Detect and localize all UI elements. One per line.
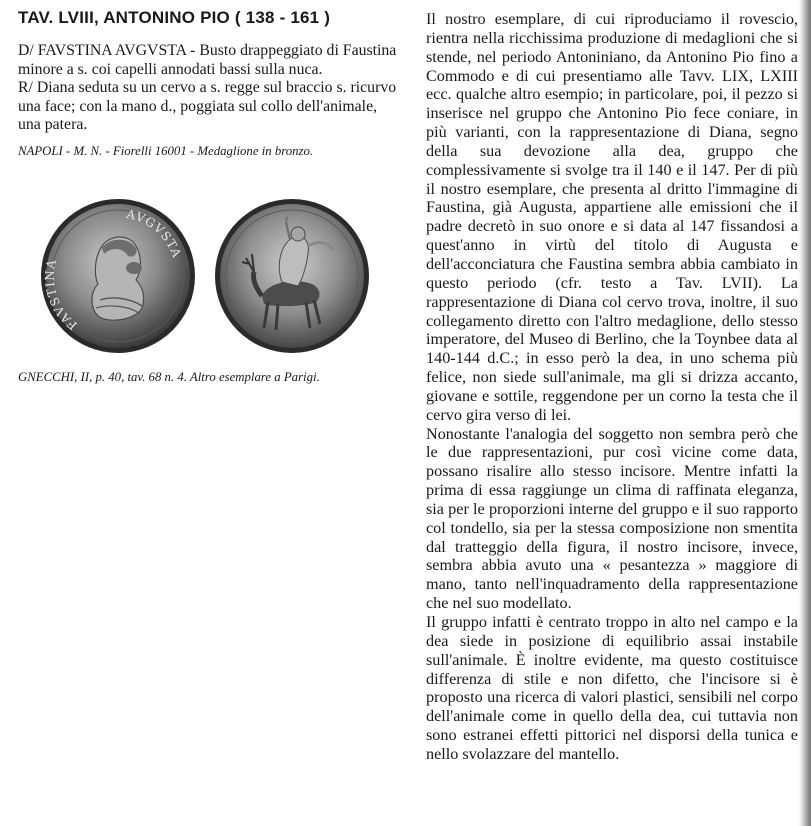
plate-title: TAV. LVIII, ANTONINO PIO ( 138 - 161 ) (18, 8, 331, 27)
obverse-description: D/ FAVSTINA AVGVSTA - Busto drappeggiato di Faustina minore a s. coi capelli annodati bassi sulla nuca. (18, 42, 397, 78)
reverse-description: R/ Diana seduta su un cervo a s. regge sul braccio s. ricurvo una face; con la mano d., poggiata sul collo dell'animale, una patera. (18, 79, 397, 134)
location-caption: NAPOLI - M. N. - Fiorelli 16001 - Medaglione in bronzo. (18, 143, 314, 158)
scan-edge-shadow (799, 0, 811, 826)
reverse-coin-image (212, 196, 372, 356)
obverse-coin-image (38, 196, 198, 356)
commentary-text (426, 10, 798, 764)
commentary-paragraph-2: Nonostante l'analogia del soggetto non sembra però che le due rappresentazioni, pur così vicine come data, possano risalire allo stesso incisore. Mentre infatti la prima di essa raggiunge un clima di raffinata eleganza, sia per le proporzioni interne del gruppo e il suo rapporto col tondello, sia per la stessa composizione non smentita dal tratteggio della figura, il nostro incisore, invece, sembra abbia avuto una « pesantezza » maggiore di mano, tanto nell'inquadramento della rappresentazione che nel suo modellato. (426, 424, 798, 613)
obverse-legend-left: FAVSTINA (42, 257, 80, 333)
coin-description (18, 42, 398, 159)
coin-images (38, 196, 368, 356)
obverse-legend-right: AVGVSTA (125, 207, 185, 261)
reference-caption: GNECCHI, II, p. 40, tav. 68 n. 4. Altro esemplare a Parigi. (18, 370, 320, 384)
commentary-paragraph-3: Il gruppo infatti è centrato troppo in alto nel campo e la dea siede in posizione di equilibrio assai instabile sull'animale. È inoltre evidente, ma questo costituisce differenza di stile e non difetto, che l'incisore si è proposto una ricerca di valori plastici, sensibili nel corpo dell'animale come in quello della dea, cui tuttavia non sono estranei effetti pittorici nel disporsi della tunica e nello svolazzare del mantello. (426, 613, 798, 763)
commentary-paragraph-1: Il nostro esemplare, di cui riproduciamo il rovescio, rientra nella ricchissima produzione di medaglioni che si stende, nel periodo Antoniniano, da Antonino Pio fino a Commodo e di cui presentiamo alle Tavv. LIX, LXIII ecc. qualche altro esempio; in particolare, poi, il pezzo si inserisce nel gruppo che Antonino Pio fece coniare, in più varianti, con la rappresentazione di Diana, segno della sua devozione alla dea, gruppo che complessivamente si svolge tra il 140 e il 147. Per di più il nostro esemplare, che presenta al dritto l'immagine di Faustina, già Augusta, appartiene alle emissioni che il padre decretò in suo onore e si data al 147 fissandosi a quest'anno in virtù del titolo di Augusta e dell'acconciatura che Faustina sembra abbia cambiato in questo periodo (cfr. testo a Tav. LVII). La rappresentazione di Diana col cervo trova, inoltre, il suo collegamento diretto con l'altro medaglione, dello stesso imperatore, del Museo di Berlino, che la Toynbee data al 140-144 d.C.; in esso però la dea, in uno schema più felice, non siede sull'animale, ma gli si drizza accanto, giovane e sottile, reggendone per un corno la testa che il cervo gira verso di lei. (426, 10, 798, 424)
